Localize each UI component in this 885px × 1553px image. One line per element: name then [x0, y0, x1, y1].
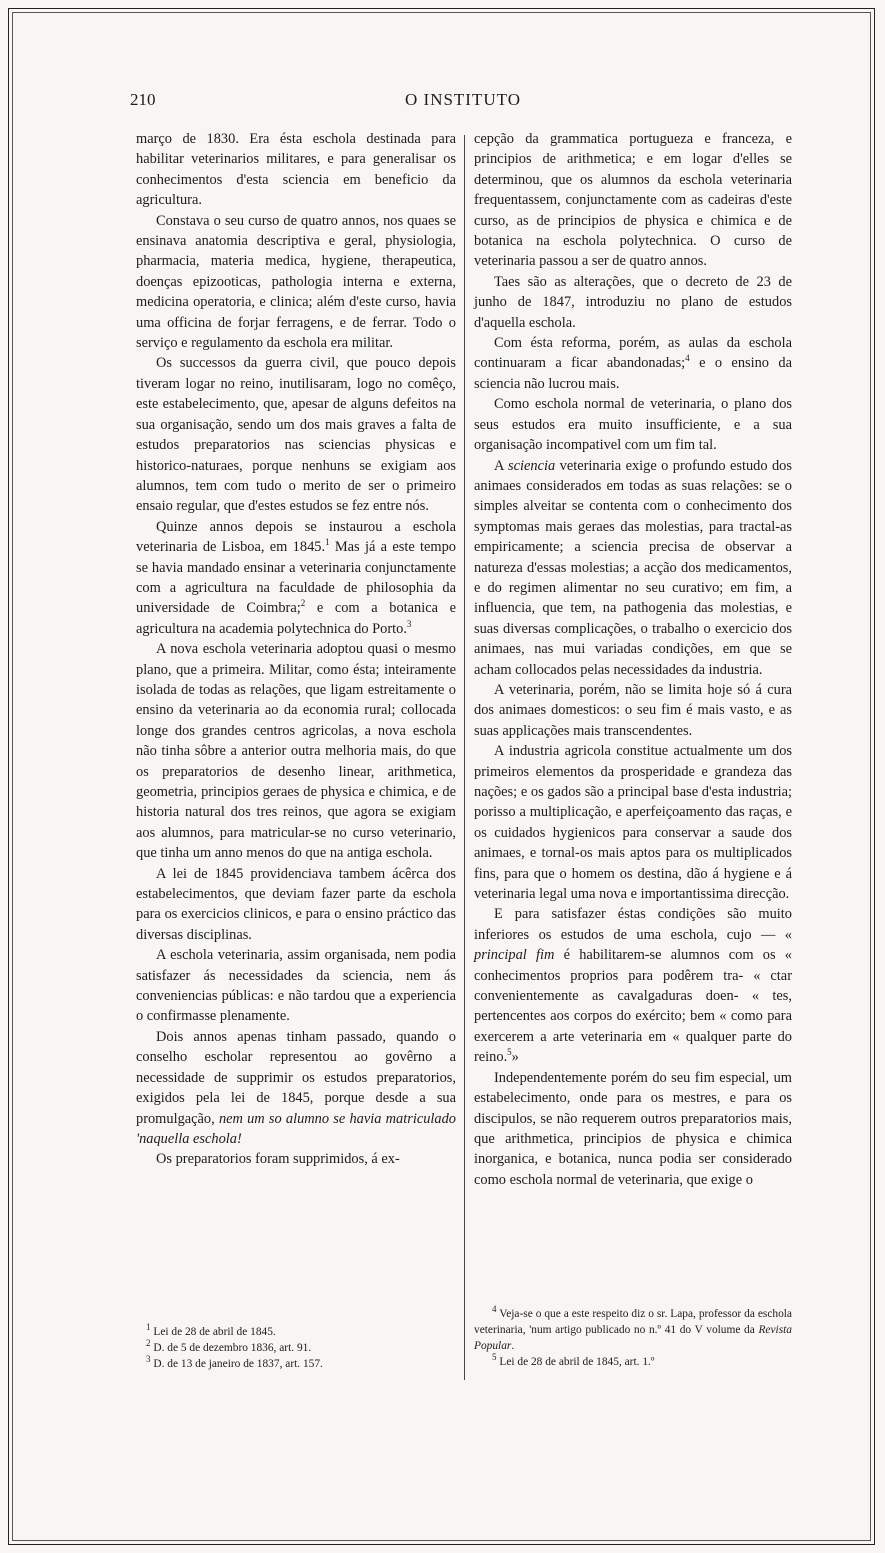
journal-title: O INSTITUTO — [405, 90, 521, 109]
paragraph: cepção da grammatica portugueza e franceza, e principios de arithmetica; e em logar d'elles se determinou, que os alumnos da eschola veterinaria frequentassem, conjunctamente com as cadeiras d'este curso, as de principios de physica e chimica e de botanica na eschola polytechnica. O curso de veterinaria passou a ser de quatro annos. — [474, 131, 792, 270]
footnote: $^3$ D. de 13 de janeiro de 1837, art. 157. — [146, 1354, 323, 1370]
paragraph: A nova eschola veterinaria adoptou quasi o mesmo plano, que a primeira. Militar, como ésta; inteiramente isolada de todas as relações, que ligam estreitamente o ensino da veterinaria ao da economia rural; collocada longe dos grandes centros agricolas, a nova eschola não tinha sôbre a anterior outra melhoria mais, do que os preparatorios de desenho linear, arithmetica, geometria, principios geraes de physica e chimica, e de historia natural dos tres reinos, que agora se exigiam aos alumnos, para matricular-se no curso veterinario, que tinha um anno menos do que na antiga eschola. — [136, 641, 456, 862]
footnote: $^1$ Lei de 28 de abril de 1845. — [146, 1322, 276, 1338]
footnote: $^4$ Veja-se o que a este respeito diz o sr. Lapa, professor da eschola veterinaria, 'num artigo publicado no n.º 41 do V volume da Revista Popular. — [474, 1304, 792, 1352]
paragraph: A industria agricola constitue actualmente um dos primeiros elementos da prosperidade e grandeza das nações; e os gados são a principal base d'esta industria; porisso a multiplicação, e aperfeiçoamento das raças, e os cuidados hygienicos para conservar a saude dos animaes, e tornal-os mais aptos para os multiplicados fins, para que o homem os destina, dão á hygiene e á veterinaria legal uma nova e importantissima direcção. — [474, 743, 792, 903]
paragraph: Quinze annos depois se instaurou a eschola veterinaria de Lisboa, em 1845.$^1$ Mas já a este tempo se havia mandado ensinar a veterinaria conjunctamente com a agricultura na faculdade de philosophia da universidade de Coimbra;$^2$ e com a botanica e agricultura na academia polytechnica do Porto.$^3$ — [136, 518, 457, 637]
emphasis: sciencia — [508, 457, 556, 474]
column-divider — [464, 135, 465, 1380]
paragraph: A veterinaria, porém, não se limita hoje só á cura dos animaes domesticos: o seu fim é mais vasto, e as suas applicações mais transcendentes. — [474, 681, 792, 739]
footnote-ref: 2 — [300, 598, 306, 609]
running-header — [130, 90, 796, 112]
paragraph: E para satisfazer éstas condições são muito inferiores os estudos de uma eschola, cujo — « principal fim é habilitarem-se alumnos com os « conhecimentos proprios para podêrem tra- « ctar convenientemente as cavalgaduras doen- « tes, pertencentes aos corpos do exército; bem « como para exercerem a arte veterinaria em « qualquer parte do reino.$^5$» — [474, 906, 792, 1066]
paragraph: Como eschola normal de veterinaria, o plano dos seus estudos era muito insufficiente, e a sua organisação incompativel com um fim tal. — [474, 396, 792, 454]
right-column — [474, 129, 792, 1190]
left-column — [136, 129, 456, 1170]
footnote-ref: 5 — [507, 1047, 512, 1058]
paragraph: A sciencia veterinaria exige o profundo estudo dos animaes considerados em todas as suas relações: se o simples alveitar se contenta com o conhecimento dos symptomas mais geraes das molestias, para tractal-as empiricamente; a sciencia precisa de observar a natureza d'essas molestias; a acção dos medicamentos, e do regimen alimentar no seu curativo; em fim, a influencia, que tem, na pathogenia das molestias, e suas diversas complicações, o trabalho o exercicio dos animaes, nas mui variadas condições, em que se acham collocados pelas necessidades da industria. — [474, 457, 792, 678]
footnote: $^5$ Lei de 28 de abril de 1845, art. 1.º — [492, 1352, 655, 1368]
paragraph: Os preparatorios foram supprimidos, á ex- — [156, 1151, 400, 1168]
paragraph: Independentemente porém do seu fim especial, um estabelecimento, onde para os mestres, e para os discipulos, se não requerem outros preparatorios mais, que arithmetica, principios de physica e chimica inorganica, e botanica, nunca podia ser considerado como eschola normal de veterinaria, que exige o — [474, 1069, 792, 1188]
paragraph: Com ésta reforma, porém, as aulas da eschola continuaram a ficar abandonadas;$^4$ e o ensino da sciencia não lucrou mais. — [474, 335, 792, 392]
footnotes-right — [474, 1306, 792, 1370]
footnote-ref: 1 — [325, 537, 330, 548]
paragraph: Constava o seu curso de quatro annos, nos quaes se ensinava anatomia descriptiva e geral, physiologia, pharmacia, materia medica, hygiene, therapeutica, doenças epizooticas, pathologia interna e externa, medicina operatoria, e clinica; além d'este curso, havia uma officina de forjar ferragens, e de ferrar. Todo o serviço e regulamento da eschola era militar. — [136, 212, 456, 352]
paragraph: Taes são as alterações, que o decreto de 23 de junho de 1847, introduziu no plano de estudos d'aquella eschola. — [474, 273, 792, 331]
emphasis: nem um so alumno se havia matriculado 'naquella eschola! — [136, 1110, 456, 1147]
emphasis: principal fim — [474, 947, 555, 964]
footnote-ref: 3 — [406, 618, 412, 629]
paragraph: A lei de 1845 providenciava tambem ácêrca dos estabelecimentos, que deviam fazer parte da eschola para os exercicios clinicos, e para o ensino práctico das diversas disciplinas. — [136, 865, 456, 943]
paragraph: A eschola veterinaria, assim organisada, nem podia satisfazer ás necessidades da sciencia, nem ás conveniencias públicas: e não tardou que a experiencia o confirmasse plenamente. — [136, 947, 456, 1025]
footnotes-left — [146, 1324, 446, 1372]
paragraph: março de 1830. Era ésta eschola destinada para habilitar veterinarios militares, e para generalisar os conhecimentos d'esta sciencia em beneficio da agricultura. — [136, 131, 456, 209]
paragraph: Dois annos apenas tinham passado, quando o conselho escholar representou ao govêrno a necessidade de supprimir os estudos preparatorios, exigidos pela lei de 1845, porque desde a sua promulgação, nem um so alumno se havia matriculado 'naquella eschola! — [136, 1028, 456, 1147]
paragraph: Os successos da guerra civil, que pouco depois tiveram logar no reino, inutilisaram, logo no comêço, este estabelecimento, que, apesar de alguns defeitos na sua organisação, sendo um dos mais graves a falta de estudos preparatorios nas sciencias physicas e historico-naturaes, porque nenhuns se exigiam aos alumnos, tem com tudo o merito de ser o primeiro ensaio regular, que d'estes estudos se fez entre nós. — [136, 355, 456, 515]
page-number: 210 — [130, 90, 156, 109]
footnote: $^2$ D. de 5 de dezembro 1836, art. 91. — [146, 1338, 312, 1354]
footnote-ref: 4 — [685, 353, 690, 364]
